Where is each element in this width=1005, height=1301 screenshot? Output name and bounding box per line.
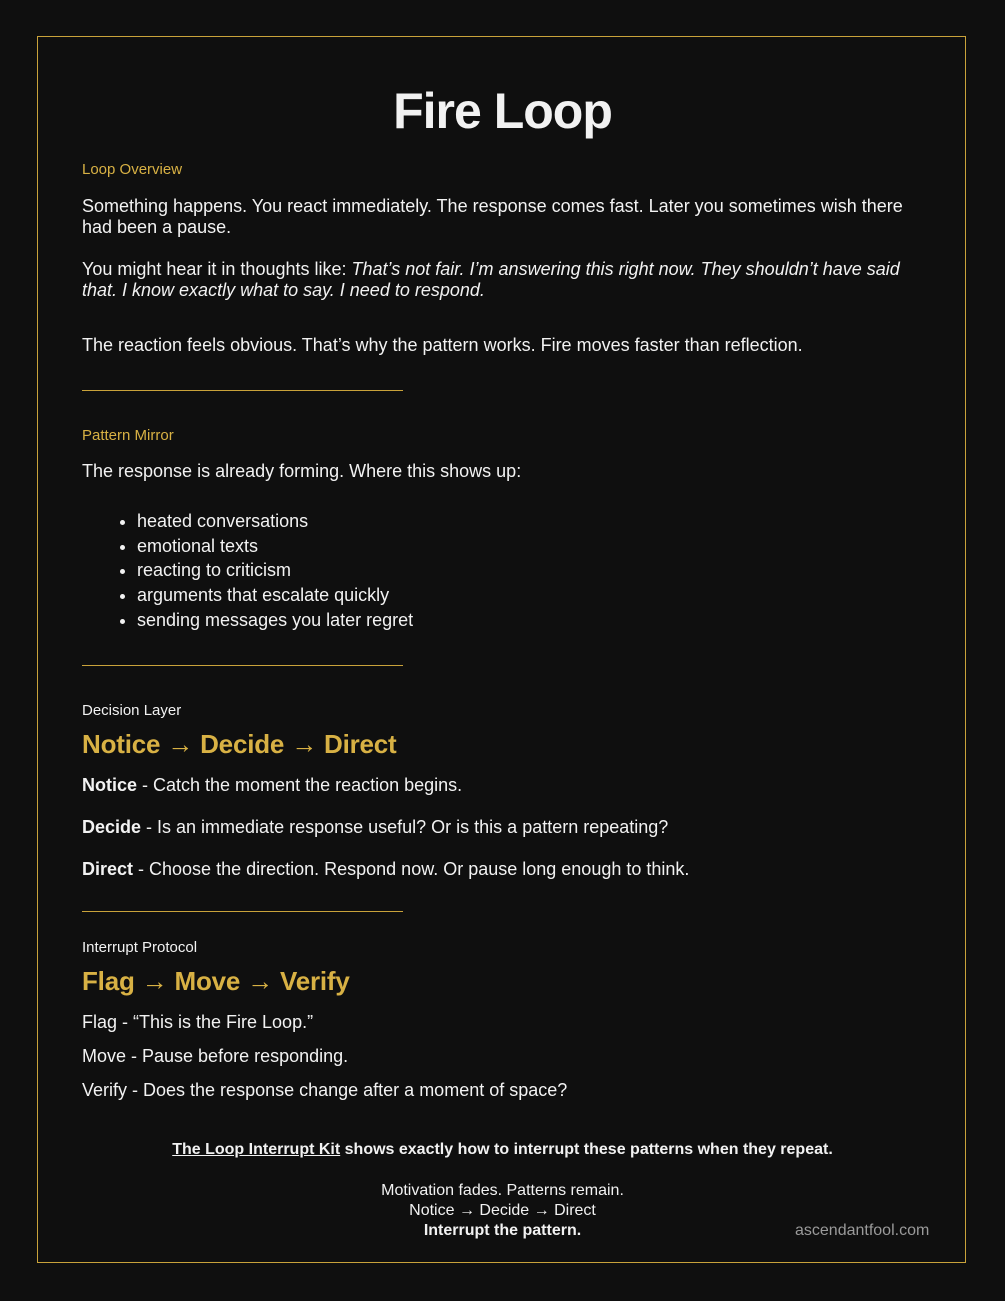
decide-term: Decide (82, 817, 142, 837)
list-item: • sending messages you later regret (137, 608, 413, 633)
pattern-mirror-list (82, 509, 413, 633)
overview-paragraph-1: Something happens. You react immediately. The response comes fast. Later you sometimes wish there had been a pause. (82, 196, 903, 237)
overview-paragraph-2 (82, 259, 922, 301)
notice-term: Notice (82, 775, 138, 795)
direct-text: - Choose the direction. Respond now. Or pause long enough to think. (133, 859, 690, 879)
interrupt-verify-line: Verify - Does the response change after a moment of space? (82, 1080, 568, 1100)
decision-notice-line (82, 775, 922, 796)
footer-line-3: Interrupt the pattern. (423, 1222, 582, 1239)
decision-direct-line (82, 859, 922, 880)
list-item: • heated conversations (137, 509, 413, 534)
direct-term: Direct (82, 859, 134, 879)
kit-callout-text: shows exactly how to interrupt these patterns when they repeat. (340, 1141, 833, 1158)
interrupt-flag-line: Flag - “This is the Fire Loop.” (82, 1012, 314, 1032)
notice-text: - Catch the moment the reaction begins. (137, 775, 463, 795)
footer-line-1: Motivation fades. Patterns remain. (381, 1182, 624, 1199)
list-item: • arguments that escalate quickly (137, 583, 413, 608)
decision-decide-line (82, 817, 922, 838)
interrupt-protocol-heading: Flag → Move → Verify (82, 966, 350, 996)
kit-callout (0, 1141, 1005, 1159)
section-divider (82, 911, 403, 912)
decision-layer-label: Decision Layer (82, 702, 182, 719)
section-divider (82, 390, 403, 391)
interrupt-move-line: Move - Pause before responding. (82, 1046, 349, 1066)
decide-text: - Is an immediate response useful? Or is this a pattern repeating? (141, 817, 669, 837)
loop-overview-label: Loop Overview (82, 161, 183, 178)
overview-thoughts-quotes: That’s not fair. I’m answering this right now. They shouldn’t have said that. I know exactly what to say. I need to respond. (82, 259, 900, 300)
decision-layer-heading: Notice → Decide → Direct (82, 729, 397, 759)
pattern-mirror-intro: The response is already forming. Where this shows up: (82, 461, 522, 481)
footer-line-2: Notice → Decide → Direct (409, 1202, 596, 1219)
overview-paragraph-3: The reaction feels obvious. That’s why the pattern works. Fire moves faster than reflection. (82, 335, 803, 355)
loop-interrupt-kit-link[interactable]: The Loop Interrupt Kit (172, 1141, 341, 1158)
overview-thoughts-lead: You might hear it in thoughts like: (82, 259, 352, 279)
site-url: ascendantfool.com (795, 1222, 930, 1239)
section-divider (82, 665, 403, 666)
interrupt-protocol-label: Interrupt Protocol (82, 939, 198, 956)
list-item: • emotional texts (137, 534, 413, 559)
list-item: • reacting to criticism (137, 558, 413, 583)
pattern-mirror-label: Pattern Mirror (82, 427, 174, 444)
page-title: Fire Loop (393, 83, 612, 139)
